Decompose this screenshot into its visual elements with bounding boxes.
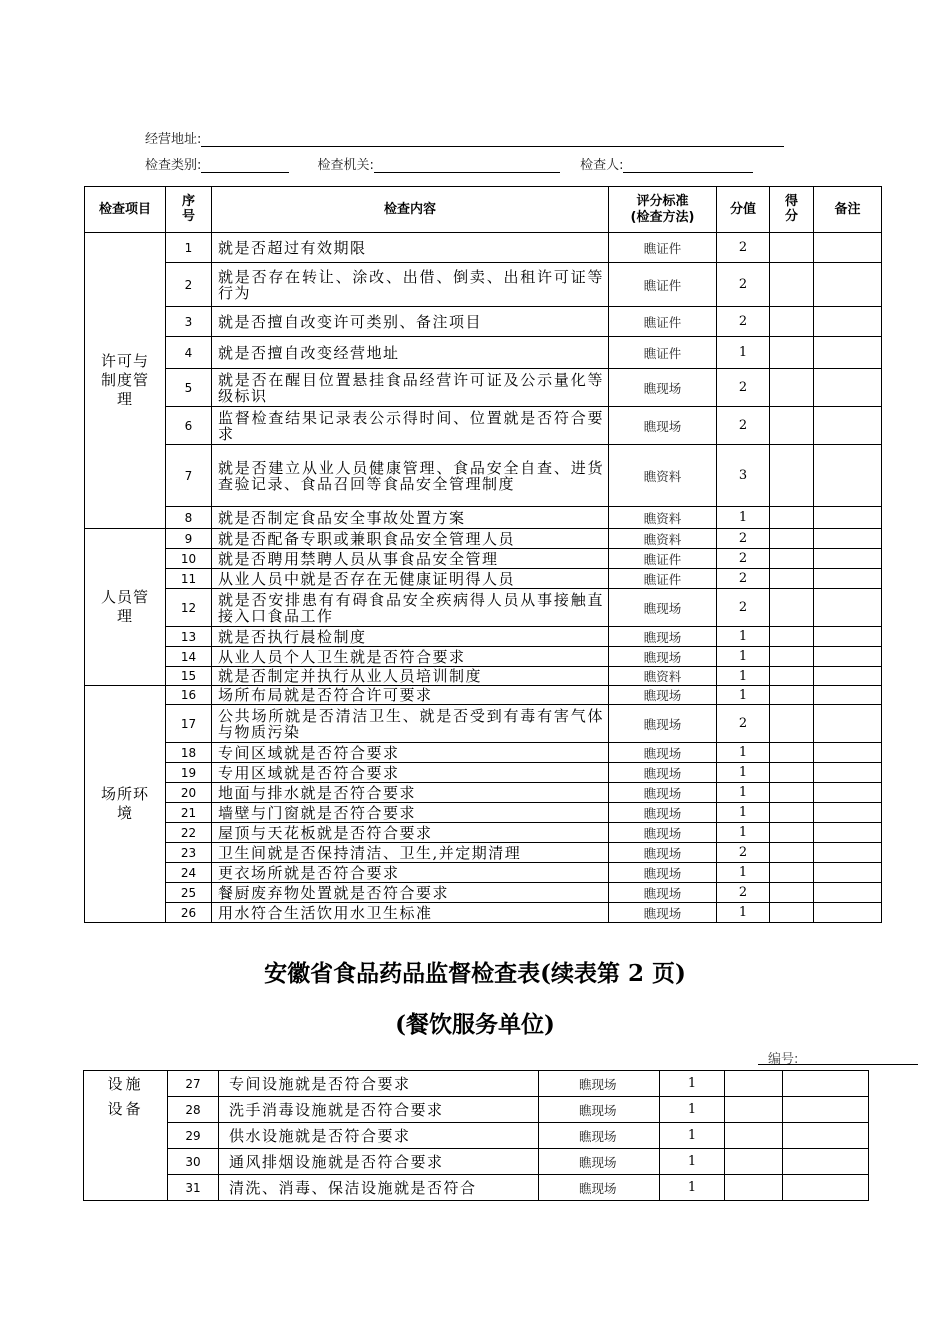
address-label: 经营地址: — [145, 132, 202, 147]
row-note-cell[interactable] — [814, 529, 882, 549]
row-content: 就是否在醒目位置悬挂食品经营许可证及公示量化等级标识 — [212, 369, 609, 407]
category-name: 许可与制度管理 — [100, 352, 149, 408]
row-note-cell[interactable] — [814, 783, 882, 803]
category-label: 检查类别: — [145, 158, 202, 173]
row-content: 从业人员中就是否存在无健康证明得人员 — [212, 569, 609, 589]
row-content: 就是否制定并执行从业人员培训制度 — [212, 667, 609, 686]
table-header-row — [85, 187, 882, 233]
row-method: 瞧现场 — [609, 743, 717, 763]
serial-label: 编号: — [768, 1052, 799, 1067]
row-got-cell[interactable] — [725, 1071, 783, 1097]
row-score: 2 — [717, 883, 770, 903]
table-row — [85, 627, 882, 647]
row-number: 25 — [166, 883, 212, 903]
row-score: 2 — [717, 589, 770, 627]
row-content: 就是否聘用禁聘人员从事食品安全管理 — [212, 549, 609, 569]
row-method: 瞧证件 — [609, 233, 717, 263]
row-number: 30 — [168, 1149, 219, 1175]
row-content: 监督检查结果记录表公示得时间、位置就是否符合要求 — [212, 407, 609, 445]
row-number: 5 — [166, 369, 212, 407]
table-row — [85, 686, 882, 705]
row-score: 1 — [717, 507, 770, 529]
row-score: 1 — [660, 1097, 725, 1123]
row-number: 27 — [168, 1071, 219, 1097]
row-content: 洗手消毒设施就是否符合要求 — [219, 1097, 539, 1123]
row-score: 2 — [717, 407, 770, 445]
table-row — [85, 803, 882, 823]
row-note-cell[interactable] — [814, 647, 882, 667]
col-no — [166, 187, 212, 233]
col-method-line1: 评分标准 — [636, 193, 689, 209]
page2-title: 安徽省食品药品监督检查表(续表第 2 页) — [264, 960, 686, 987]
row-number: 2 — [166, 263, 212, 307]
row-number: 8 — [166, 507, 212, 529]
category-cell — [85, 529, 166, 686]
row-content: 就是否配备专职或兼职食品安全管理人员 — [212, 529, 609, 549]
row-number: 9 — [166, 529, 212, 549]
row-content: 场所布局就是否符合许可要求 — [212, 686, 609, 705]
row-got-cell[interactable] — [770, 529, 814, 549]
row-score: 2 — [717, 369, 770, 407]
row-number: 14 — [166, 647, 212, 667]
row-method: 瞧现场 — [609, 369, 717, 407]
col-method — [609, 187, 717, 233]
table-row — [85, 783, 882, 803]
row-got-cell[interactable] — [725, 1097, 783, 1123]
table-row — [85, 369, 882, 407]
table-row — [85, 903, 882, 923]
col-got-text: 得分 — [784, 194, 798, 224]
row-got-cell[interactable] — [770, 763, 814, 783]
row-method: 瞧证件 — [609, 337, 717, 369]
row-method: 瞧现场 — [539, 1071, 660, 1097]
table-row — [85, 667, 882, 686]
row-method: 瞧现场 — [609, 823, 717, 843]
row-method: 瞧现场 — [539, 1097, 660, 1123]
row-note-cell[interactable] — [814, 507, 882, 529]
row-number: 16 — [166, 686, 212, 705]
row-content: 就是否擅自改变许可类别、备注项目 — [212, 307, 609, 337]
row-note-cell[interactable] — [814, 307, 882, 337]
category-cell — [85, 233, 166, 529]
row-content: 公共场所就是否清洁卫生、就是否受到有毒有害气体与物质污染 — [212, 705, 609, 743]
table-row — [85, 843, 882, 863]
row-score: 2 — [717, 569, 770, 589]
row-method: 瞧现场 — [609, 883, 717, 903]
row-note-cell[interactable] — [814, 569, 882, 589]
row-score: 3 — [717, 445, 770, 507]
row-got-cell[interactable] — [725, 1175, 783, 1201]
row-score: 1 — [660, 1149, 725, 1175]
row-note-cell[interactable] — [814, 667, 882, 686]
row-got-cell[interactable] — [770, 369, 814, 407]
row-number: 28 — [168, 1097, 219, 1123]
row-got-cell[interactable] — [770, 589, 814, 627]
row-note-cell[interactable] — [783, 1097, 869, 1123]
row-score: 1 — [717, 647, 770, 667]
row-note-cell[interactable] — [783, 1123, 869, 1149]
row-number: 29 — [168, 1123, 219, 1149]
category-field[interactable] — [201, 158, 289, 173]
table-row — [85, 507, 882, 529]
row-method: 瞧现场 — [609, 863, 717, 883]
row-number: 6 — [166, 407, 212, 445]
row-method: 瞧现场 — [609, 407, 717, 445]
row-content: 地面与排水就是否符合要求 — [212, 783, 609, 803]
category-name: 人员管理 — [100, 588, 149, 625]
row-number: 20 — [166, 783, 212, 803]
row-number: 23 — [166, 843, 212, 863]
row-method: 瞧现场 — [609, 803, 717, 823]
row-score: 1 — [717, 667, 770, 686]
row-note-cell[interactable] — [814, 369, 882, 407]
row-number: 12 — [166, 589, 212, 627]
row-content: 餐厨废弃物处置就是否符合要求 — [212, 883, 609, 903]
row-got-cell[interactable] — [770, 883, 814, 903]
agency-label: 检查机关: — [317, 158, 374, 173]
category-cell — [84, 1071, 168, 1201]
row-content: 就是否存在转让、涂改、出借、倒卖、出租许可证等行为 — [212, 263, 609, 307]
row-score: 1 — [717, 686, 770, 705]
row-got-cell[interactable] — [770, 823, 814, 843]
row-content: 清洗、消毒、保洁设施就是否符合 — [219, 1175, 539, 1201]
row-got-cell[interactable] — [770, 307, 814, 337]
row-score: 2 — [717, 529, 770, 549]
row-got-cell[interactable] — [770, 507, 814, 529]
row-got-cell[interactable] — [770, 233, 814, 263]
row-note-cell[interactable] — [814, 705, 882, 743]
row-note-cell[interactable] — [783, 1175, 869, 1201]
row-content: 专间区域就是否符合要求 — [212, 743, 609, 763]
row-note-cell[interactable] — [814, 763, 882, 783]
address-field[interactable] — [201, 132, 784, 147]
col-score: 分值 — [717, 187, 770, 233]
table-row — [85, 883, 882, 903]
row-content: 更衣场所就是否符合要求 — [212, 863, 609, 883]
row-score: 1 — [717, 743, 770, 763]
row-note-cell[interactable] — [814, 549, 882, 569]
row-got-cell[interactable] — [770, 627, 814, 647]
row-got-cell[interactable] — [770, 803, 814, 823]
row-number: 22 — [166, 823, 212, 843]
table-row — [85, 529, 882, 549]
row-content: 就是否执行晨检制度 — [212, 627, 609, 647]
inspector-label: 检查人: — [580, 158, 624, 173]
row-content: 就是否安排患有有碍食品安全疾病得人员从事接触直接入口食品工作 — [212, 589, 609, 627]
row-number: 7 — [166, 445, 212, 507]
row-method: 瞧现场 — [609, 843, 717, 863]
row-note-cell[interactable] — [814, 445, 882, 507]
row-number: 31 — [168, 1175, 219, 1201]
row-method: 瞧现场 — [609, 686, 717, 705]
row-number: 15 — [166, 667, 212, 686]
row-got-cell[interactable] — [725, 1149, 783, 1175]
row-number: 4 — [166, 337, 212, 369]
address-line — [145, 128, 784, 147]
row-score: 1 — [660, 1175, 725, 1201]
row-content: 就是否超过有效期限 — [212, 233, 609, 263]
table-row — [85, 307, 882, 337]
row-note-cell[interactable] — [814, 233, 882, 263]
col-got — [770, 187, 814, 233]
row-score: 1 — [717, 763, 770, 783]
row-method: 瞧证件 — [609, 307, 717, 337]
row-note-cell[interactable] — [783, 1149, 869, 1175]
table-row — [85, 647, 882, 667]
row-got-cell[interactable] — [770, 705, 814, 743]
row-got-cell[interactable] — [770, 647, 814, 667]
row-content: 用水符合生活饮用水卫生标准 — [212, 903, 609, 923]
row-number: 13 — [166, 627, 212, 647]
row-note-cell[interactable] — [814, 627, 882, 647]
row-score: 2 — [717, 843, 770, 863]
row-score: 1 — [660, 1071, 725, 1097]
row-number: 19 — [166, 763, 212, 783]
row-method: 瞧现场 — [609, 589, 717, 627]
table-body — [85, 233, 882, 923]
row-method: 瞧现场 — [539, 1175, 660, 1201]
row-note-cell[interactable] — [814, 883, 882, 903]
row-score: 1 — [717, 823, 770, 843]
row-score: 2 — [717, 307, 770, 337]
row-note-cell[interactable] — [814, 686, 882, 705]
inspector-field[interactable] — [623, 158, 753, 173]
row-got-cell[interactable] — [770, 569, 814, 589]
row-method: 瞧现场 — [539, 1123, 660, 1149]
row-content: 屋顶与天花板就是否符合要求 — [212, 823, 609, 843]
row-note-cell[interactable] — [814, 903, 882, 923]
row-number: 26 — [166, 903, 212, 923]
table-row — [85, 569, 882, 589]
row-method: 瞧现场 — [609, 763, 717, 783]
row-note-cell[interactable] — [814, 407, 882, 445]
row-method: 瞧证件 — [609, 569, 717, 589]
row-note-cell[interactable] — [814, 863, 882, 883]
row-method: 瞧现场 — [609, 627, 717, 647]
row-method: 瞧资料 — [609, 529, 717, 549]
table-row — [84, 1175, 869, 1201]
row-number: 18 — [166, 743, 212, 763]
table-row — [85, 407, 882, 445]
row-note-cell[interactable] — [783, 1071, 869, 1097]
row-got-cell[interactable] — [725, 1123, 783, 1149]
table-row — [84, 1149, 869, 1175]
row-method: 瞧资料 — [609, 507, 717, 529]
table-row — [85, 263, 882, 307]
table-row — [85, 549, 882, 569]
col-no-text: 序号 — [181, 194, 195, 224]
row-method: 瞧证件 — [609, 549, 717, 569]
table-row — [85, 337, 882, 369]
table-row — [85, 589, 882, 627]
col-item: 检查项目 — [85, 187, 166, 233]
table-row — [85, 823, 882, 843]
row-method: 瞧证件 — [609, 263, 717, 307]
row-content: 就是否制定食品安全事故处置方案 — [212, 507, 609, 529]
facility-table — [83, 1070, 869, 1201]
row-note-cell[interactable] — [814, 743, 882, 763]
row-got-cell[interactable] — [770, 903, 814, 923]
row-number: 24 — [166, 863, 212, 883]
row-content: 通风排烟设施就是否符合要求 — [219, 1149, 539, 1175]
facility-table-body — [84, 1071, 869, 1201]
table-row — [85, 763, 882, 783]
row-content: 就是否擅自改变经营地址 — [212, 337, 609, 369]
row-got-cell[interactable] — [770, 445, 814, 507]
row-got-cell[interactable] — [770, 743, 814, 763]
row-score: 1 — [717, 783, 770, 803]
row-number: 3 — [166, 307, 212, 337]
table-row — [85, 863, 882, 883]
row-score: 1 — [660, 1123, 725, 1149]
row-note-cell[interactable] — [814, 803, 882, 823]
row-method: 瞧资料 — [609, 667, 717, 686]
row-number: 10 — [166, 549, 212, 569]
row-got-cell[interactable] — [770, 667, 814, 686]
meta-line — [145, 154, 753, 173]
agency-field[interactable] — [374, 158, 560, 173]
row-score: 2 — [717, 705, 770, 743]
table-row — [85, 445, 882, 507]
table-row — [84, 1071, 869, 1097]
row-got-cell[interactable] — [770, 337, 814, 369]
row-score: 2 — [717, 549, 770, 569]
row-method: 瞧现场 — [539, 1149, 660, 1175]
row-score: 1 — [717, 627, 770, 647]
row-content: 专用区域就是否符合要求 — [212, 763, 609, 783]
row-score: 2 — [717, 233, 770, 263]
row-method: 瞧现场 — [609, 705, 717, 743]
row-content: 卫生间就是否保持清洁、卫生,并定期清理 — [212, 843, 609, 863]
row-score: 1 — [717, 337, 770, 369]
row-note-cell[interactable] — [814, 823, 882, 843]
row-score: 1 — [717, 903, 770, 923]
row-number: 11 — [166, 569, 212, 589]
col-content: 检查内容 — [212, 187, 609, 233]
row-content: 墙壁与门窗就是否符合要求 — [212, 803, 609, 823]
row-number: 21 — [166, 803, 212, 823]
row-got-cell[interactable] — [770, 686, 814, 705]
page2-subtitle: (餐饮服务单位) — [395, 1011, 555, 1038]
table-row — [85, 233, 882, 263]
row-content: 就是否建立从业人员健康管理、食品安全自查、进货查验记录、食品召回等食品安全管理制度 — [212, 445, 609, 507]
table-row — [84, 1097, 869, 1123]
row-note-cell[interactable] — [814, 589, 882, 627]
category-cell — [85, 686, 166, 923]
row-score: 2 — [717, 263, 770, 307]
row-got-cell[interactable] — [770, 783, 814, 803]
row-method: 瞧现场 — [609, 647, 717, 667]
category-name: 设施设备 — [107, 1075, 144, 1118]
row-note-cell[interactable] — [814, 263, 882, 307]
col-method-line2: (检查方法) — [630, 209, 695, 225]
row-score: 1 — [717, 803, 770, 823]
inspection-table — [84, 186, 882, 923]
row-got-cell[interactable] — [770, 549, 814, 569]
row-score: 1 — [717, 863, 770, 883]
row-number: 1 — [166, 233, 212, 263]
category-name: 场所环境 — [100, 785, 149, 822]
row-method: 瞧现场 — [609, 903, 717, 923]
row-got-cell[interactable] — [770, 863, 814, 883]
table-row — [85, 743, 882, 763]
row-got-cell[interactable] — [770, 263, 814, 307]
row-method: 瞧资料 — [609, 445, 717, 507]
row-note-cell[interactable] — [814, 843, 882, 863]
row-got-cell[interactable] — [770, 843, 814, 863]
col-note: 备注 — [814, 187, 882, 233]
row-content: 从业人员个人卫生就是否符合要求 — [212, 647, 609, 667]
row-content: 专间设施就是否符合要求 — [219, 1071, 539, 1097]
table-row — [85, 705, 882, 743]
table-row — [84, 1123, 869, 1149]
row-method: 瞧现场 — [609, 783, 717, 803]
serial-line — [758, 1048, 918, 1065]
row-got-cell[interactable] — [770, 407, 814, 445]
row-number: 17 — [166, 705, 212, 743]
row-content: 供水设施就是否符合要求 — [219, 1123, 539, 1149]
row-note-cell[interactable] — [814, 337, 882, 369]
